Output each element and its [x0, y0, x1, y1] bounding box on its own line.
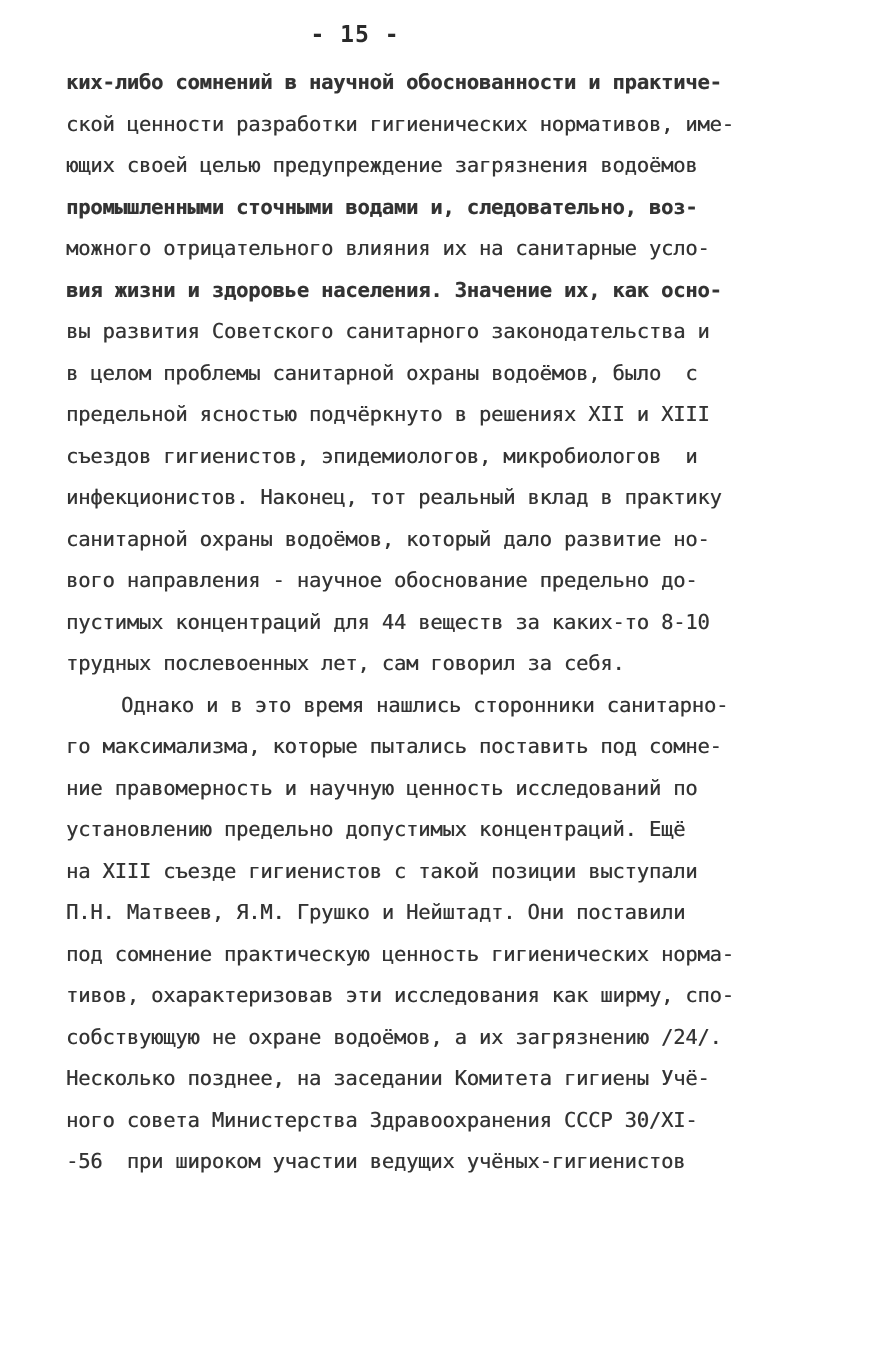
text-line: можного отрицательного влияния их на санитарные усло- [66, 236, 710, 260]
text-line: установлению предельно допустимых концентраций. Ещё [66, 817, 686, 841]
text-line: в целом проблемы санитарной охраны водоёмов, было с [66, 360, 698, 385]
text-line: трудных послевоенных лет, сам говорил за себя. [66, 651, 625, 675]
paragraph-1 [66, 62, 846, 685]
text-line: предельной ясностью подчёркнуто в решениях XII и XIII [66, 402, 710, 426]
text-line: ких-либо сомнений в научной обоснованности и практиче- [66, 70, 722, 94]
text-line: вия жизни и здоровье населения. Значение их, как осно- [66, 277, 722, 302]
text-line: П.Н. Матвеев, Я.М. Грушко и Нейштадт. Они поставили [66, 900, 686, 924]
text-line: пустимых концентраций для 44 веществ за каких-то 8-10 [66, 609, 710, 634]
text-line: ской ценности разработки гигиенических нормативов, име- [66, 111, 734, 136]
text-line: промышленными сточными водами и, следовательно, воз- [66, 194, 698, 219]
text-line: ние правомерность и научную ценность исследований по [66, 775, 698, 800]
text-line: съездов гигиенистов, эпидемиологов, микробиологов и [66, 443, 698, 468]
text-line: инфекционистов. Наконец, тот реальный вклад в практику [66, 485, 722, 509]
text-line: ющих своей целью предупреждение загрязнения водоёмов [66, 153, 698, 177]
typed-text-body [66, 62, 846, 1183]
page-number: - 15 - [310, 22, 400, 48]
text-line: собствующую не охране водоёмов, а их загрязнению /24/. [66, 1024, 722, 1049]
text-line: под сомнение практическую ценность гигиенических норма- [66, 941, 734, 966]
paragraph-2 [66, 685, 846, 1183]
text-line: Однако и в это время нашлись сторонники санитарно- [121, 692, 729, 717]
text-line: ного совета Министерства Здравоохранения СССР 30/XI- [66, 1107, 698, 1132]
text-line: -56 при широком участии ведущих учёных-гигиенистов [66, 1149, 686, 1173]
text-line: го максимализма, которые пытались поставить под сомне- [66, 734, 722, 758]
text-line: Несколько позднее, на заседании Комитета гигиены Учё- [66, 1066, 710, 1090]
text-line: тивов, охарактеризовав эти исследования как ширму, спо- [66, 983, 734, 1007]
text-line: вого направления - научное обоснование предельно до- [66, 568, 698, 592]
text-line: на XIII съезде гигиенистов с такой позиции выступали [66, 858, 698, 883]
text-line: санитарной охраны водоёмов, который дало развитие но- [66, 526, 710, 551]
text-line: вы развития Советского санитарного законодательства и [66, 319, 710, 343]
